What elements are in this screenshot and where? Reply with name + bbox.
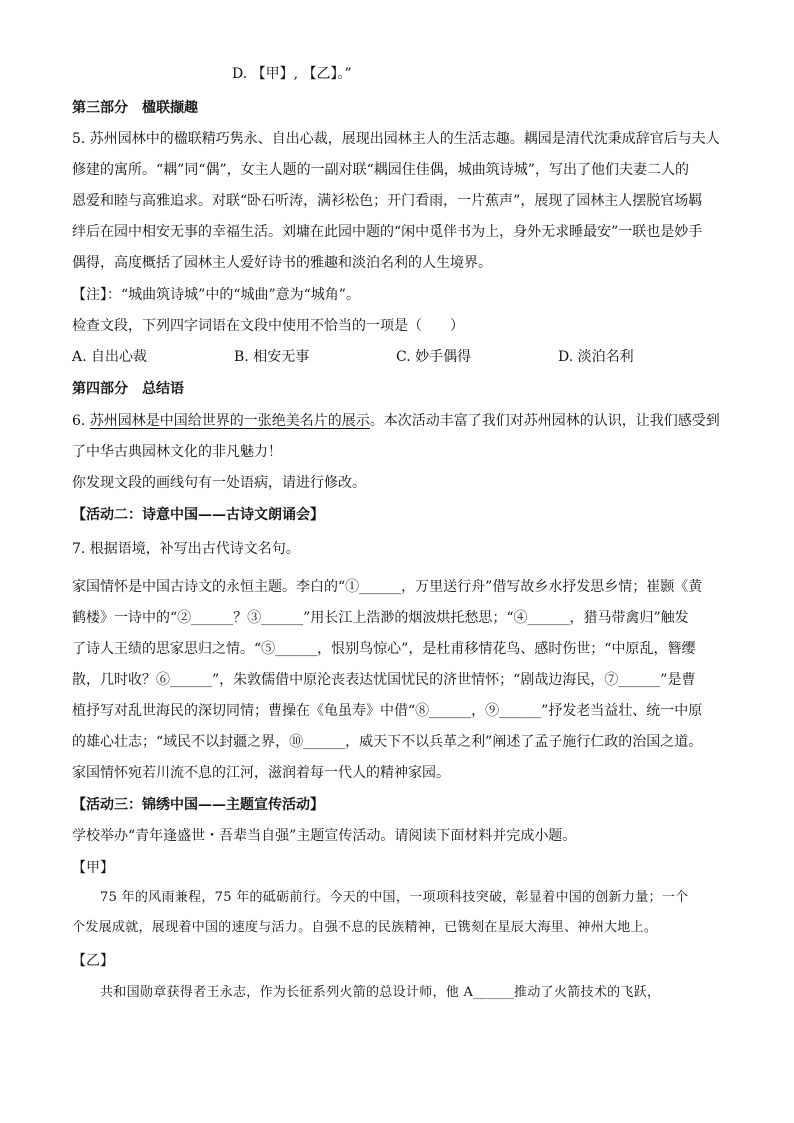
q5-option-b[interactable]: B. 相安无事 xyxy=(234,349,310,365)
q5-option-d[interactable]: D. 淡泊名利 xyxy=(558,349,634,365)
activity3-heading: 【活动三：锦绣中国——主题宣传活动】 xyxy=(72,797,324,813)
q7-line-1: 家国情怀是中国古诗文的永恒主题。李白的“①______，万里送行舟”借写故乡水抒发思乡情；崔颢《黄 xyxy=(72,579,703,595)
yi-label: 【乙】 xyxy=(72,953,114,969)
q6-line-2: 了中华古典园林文化的非凡魅力！ xyxy=(72,444,282,460)
q7-line-3: 了诗人王绩的思家思归之情。“⑤______，恨别鸟惊心”，是杜甫移情花鸟、感时伤世；“中原乱，簪缨 xyxy=(72,641,696,657)
q5-note: 【注】：“城曲筑诗城”中的“城曲”意为“城角”。 xyxy=(72,287,360,303)
q5-option-c[interactable]: C. 妙手偶得 xyxy=(396,349,472,365)
option-d-prev: D. 【甲】, 【乙】。” xyxy=(232,66,352,82)
q5-line-3: 恩爱和睦与高雅追求。对联“卧石听涛，满衫松色；开门看雨，一片蕉声”，展现了园林主人摆脱官场羁 xyxy=(72,193,703,209)
q5-question: 检查文段，下列四字词语在文段中使用不恰当的一项是（ ） xyxy=(72,318,464,334)
part4-heading: 第四部分 总结语 xyxy=(72,381,184,397)
q6-underlined-sentence: 苏州园林是中国给世界的一张绝美名片的展示 xyxy=(89,413,370,429)
part3-heading: 第三部分 楹联撷趣 xyxy=(72,100,198,116)
q6-number: 6. xyxy=(72,413,90,429)
q7-prompt: 7. 根据语境，补写出古代诗文名句。 xyxy=(72,541,300,557)
q5-line-5: 偶得，高度概括了园林主人爱好诗书的雅趣和淡泊名利的人生境界。 xyxy=(72,255,492,271)
q5-line-1: 5. 苏州园林中的楹联精巧隽永、自出心裁，展现出园林主人的生活志趣。耦园是清代沈秉成辞官后与夫人 xyxy=(72,131,720,147)
activity3-intro: 学校举办“青年逢盛世・吾辈当自强”主题宣传活动。请阅读下面材料并完成小题。 xyxy=(72,828,577,844)
q5-line-2: 修建的寓所。“耦”同“偶”，女主人题的一副对联“耦园住佳偶，城曲筑诗城”，写出了他们夫妻二人的 xyxy=(72,162,689,178)
q6-line-1 xyxy=(72,411,720,431)
q7-line-6: 的雄心壮志；“域民不以封疆之界，⑩______，威天下不以兵革之利”阐述了孟子施行仁政的治国之道。 xyxy=(72,734,703,750)
q7-line-7: 家国情怀宛若川流不息的江河，滋润着每一代人的精神家园。 xyxy=(72,765,450,781)
jia-label: 【甲】 xyxy=(72,860,114,876)
q6-rest: 。本次活动丰富了我们对苏州园林的认识，让我们感受到 xyxy=(369,413,720,429)
jia-line-1: 75 年的风雨兼程，75 年的砥砺前行。今天的中国，一项项科技突破，彰显着中国的创新力量；一个 xyxy=(100,890,689,905)
activity2-heading: 【活动二：诗意中国——古诗文朗诵会】 xyxy=(72,507,324,523)
jia-line-2: 个发展成就，展现着中国的速度与活力。自强不息的民族精神，已镌刻在星辰大海里、神州大地上。 xyxy=(72,920,658,935)
q7-line-5: 植抒写对乱世海民的深切同情；曹操在《龟虽寿》中借“⑧______，⑨______”抒发老当益壮、统一中原 xyxy=(72,703,703,719)
yi-line-1: 共和国勋章获得者王永志，作为长征系列火箭的总设计师，他 A______推动了火箭技术的飞跃， xyxy=(100,985,661,1000)
q6-task: 你发现文段的画线句有一处语病，请进行修改。 xyxy=(72,475,366,491)
q7-line-4: 散，几时收？⑥______”，朱敦儒借中原沦丧表达忧国忧民的济世情怀；“剧哉边海民，⑦______”是曹 xyxy=(72,672,696,688)
q7-line-2: 鹤楼》一诗中的“②______？③______”用长江上浩渺的烟波烘托愁思；“④______，猎马带禽归”触发 xyxy=(72,610,689,626)
q5-option-a[interactable]: A. 自出心裁 xyxy=(72,349,148,365)
q5-line-4: 绊后在园中相安无事的幸福生活。刘墉在此园中题的“闲中觅伴书为上，身外无求睡最安”一联也是妙手 xyxy=(72,224,703,240)
